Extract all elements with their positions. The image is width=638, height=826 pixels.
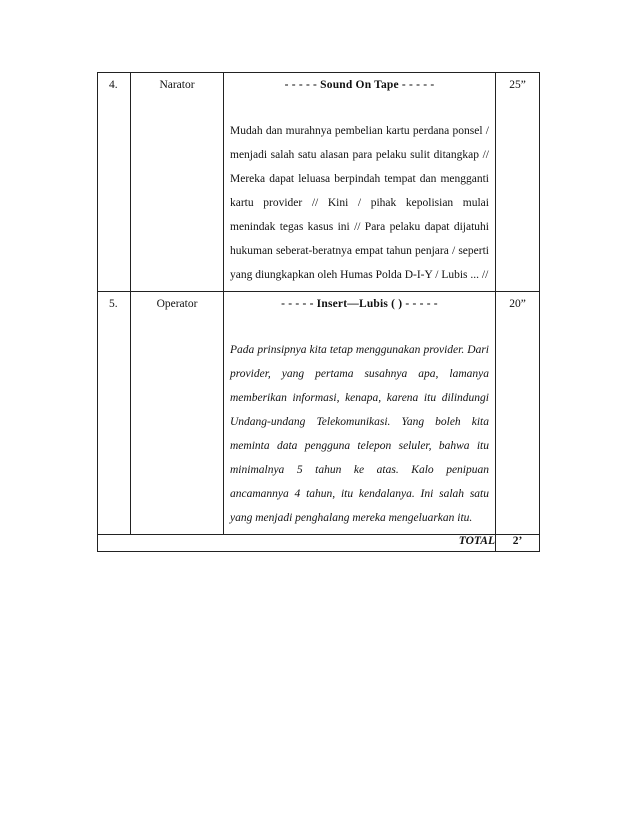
role-cell: Operator — [131, 292, 224, 535]
table-row — [98, 292, 540, 535]
row-number-cell: 4. — [98, 73, 131, 292]
role-cell: Narator — [131, 73, 224, 292]
total-label: TOTAL — [98, 535, 496, 552]
row-number-cell: 5. — [98, 292, 131, 535]
segment-heading: - - - - - Sound On Tape - - - - - — [284, 79, 435, 91]
total-row — [98, 535, 540, 552]
duration-cell: 25” — [496, 73, 540, 292]
segment-heading: - - - - - Insert—Lubis ( ) - - - - - — [281, 298, 438, 310]
script-body: Pada prinsipnya kita tetap menggunakan provider. Dari provider, yang pertama susahnya apa, lamanya memberikan informasi, kenapa, karena itu dilindungi Undang-undang Telekomunikasi. Yang boleh kita meminta data pengguna telepon seluler, bahwa itu minimalnya 5 tahun ke atas. Kalo penipuan ancamannya 4 tahun, itu kendalanya. Ini salah satu yang menjadi penghalang mereka mengeluarkan itu. — [230, 344, 489, 524]
script-text-cell — [224, 73, 496, 292]
total-value: 2’ — [496, 535, 540, 552]
script-table — [97, 72, 540, 552]
script-text-cell — [224, 292, 496, 535]
duration-cell: 20” — [496, 292, 540, 535]
table-row — [98, 73, 540, 292]
script-body: Mudah dan murahnya pembelian kartu perdana ponsel / menjadi salah satu alasan para pelaku sulit ditangkap // Mereka dapat leluasa berpindah tempat dan mengganti kartu provider // Kini / pihak kepolisian mulai menindak tegas kasus ini // Para pelaku dapat dijatuhi hukuman seberat-beratnya empat tahun penjara / seperti yang diungkapkan oleh Humas Polda D-I-Y / Lubis ... // — [230, 125, 489, 281]
